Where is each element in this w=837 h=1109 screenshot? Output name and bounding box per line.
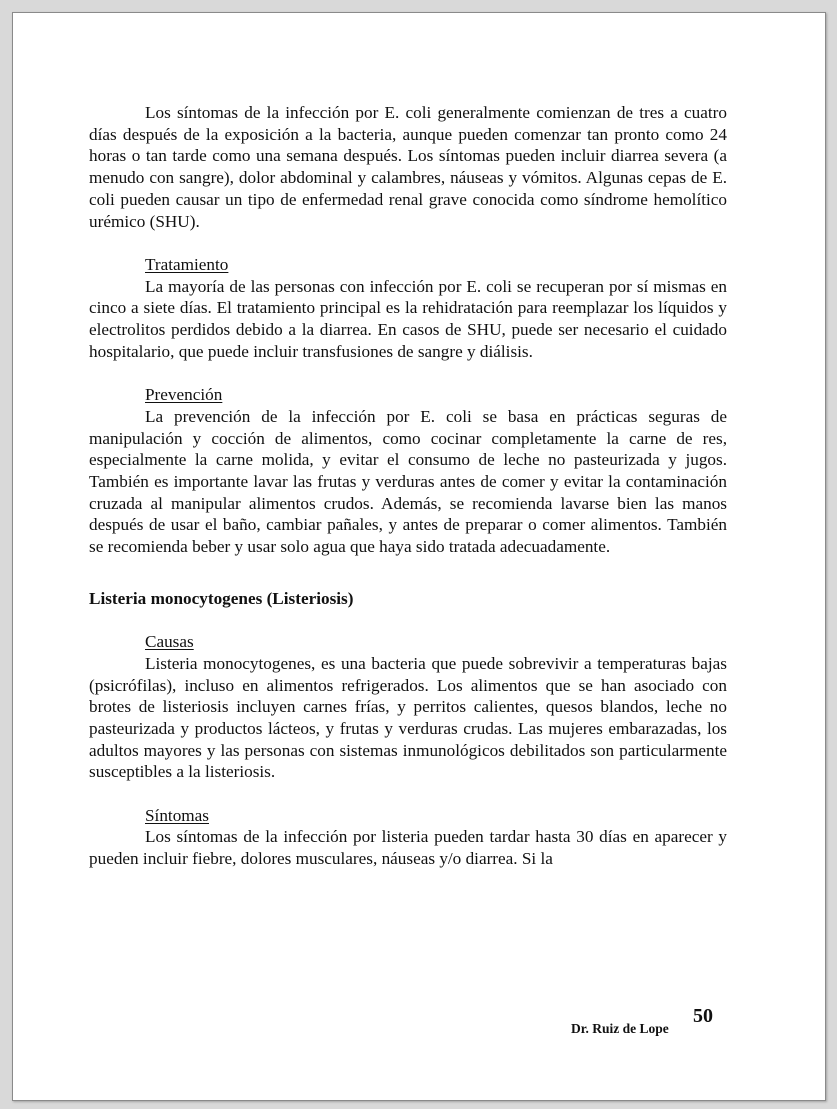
listeria-section-title: Listeria monocytogenes (Listeriosis) (89, 588, 354, 608)
document-page (12, 12, 826, 1101)
spacer (89, 232, 727, 254)
page-content (89, 102, 727, 870)
tratamiento-paragraph: La mayoría de las personas con infección por E. coli se recuperan por sí mismas en cinco a siete días. El tratamiento principal es la rehidratación para reemplazar los líquidos y electrolitos perdidos debido a la diarrea. En casos de SHU, puede ser necesario el cuidado hospitalario, que puede incluir transfusiones de sangre y diálisis. (89, 276, 727, 361)
author-footer: Dr. Ruiz de Lope (571, 1021, 669, 1036)
spacer (89, 609, 727, 631)
causas-heading: Causas (145, 632, 194, 652)
prevencion-paragraph: La prevención de la infección por E. coli se basa en prácticas seguras de manipulación y cocción de alimentos, como cocinar completamente la carne de res, especialmente la carne molida, y evitar el consumo de leche no pasteurizada y jugos. También es importante lavar las frutas y verduras antes de comer y evitar la contaminación cruzada al manipular alimentos crudos. Además, se recomienda lavarse bien las manos después de usar el baño, cambiar pañales, y antes de preparar o comer alimentos. También se recomienda beber y usar solo agua que haya sido tratada adecuadamente. (89, 406, 727, 557)
spacer (89, 362, 727, 384)
causas-paragraph: Listeria monocytogenes, es una bacteria que puede sobrevivir a temperaturas bajas (psicrófilas), incluso en alimentos refrigerados. Los alimentos que se han asociado con brotes de listeriosis incluyen carnes frías, y perritos calientes, quesos blandos, leche no pasteurizada y productos lácteos, y frutas y verduras crudas. Las mujeres embarazadas, los adultos mayores y las personas con sistemas inmunológicos debilitados son particularmente susceptibles a la listeriosis. (89, 653, 727, 782)
prevencion-heading: Prevención (145, 385, 223, 405)
sintomas-heading: Síntomas (145, 805, 209, 825)
listeria-symptoms-paragraph: Los síntomas de la infección por listeria pueden tardar hasta 30 días en aparecer y pueden incluir fiebre, dolores musculares, náuseas y/o diarrea. Si la (89, 827, 727, 869)
spacer (89, 783, 727, 805)
spacer (89, 558, 727, 588)
ecoli-symptoms-paragraph: Los síntomas de la infección por E. coli generalmente comienzan de tres a cuatro días después de la exposición a la bacteria, aunque pueden comenzar tan pronto como 24 horas o tan tarde como una semana después. Los síntomas pueden incluir diarrea severa (a menudo con sangre), dolor abdominal y calambres, náuseas y vómitos. Algunas cepas de E. coli pueden causar un tipo de enfermedad renal grave conocida como síndrome hemolítico urémico (SHU). (89, 103, 727, 231)
page-number: 50 (693, 1005, 713, 1027)
tratamiento-heading: Tratamiento (145, 254, 229, 274)
